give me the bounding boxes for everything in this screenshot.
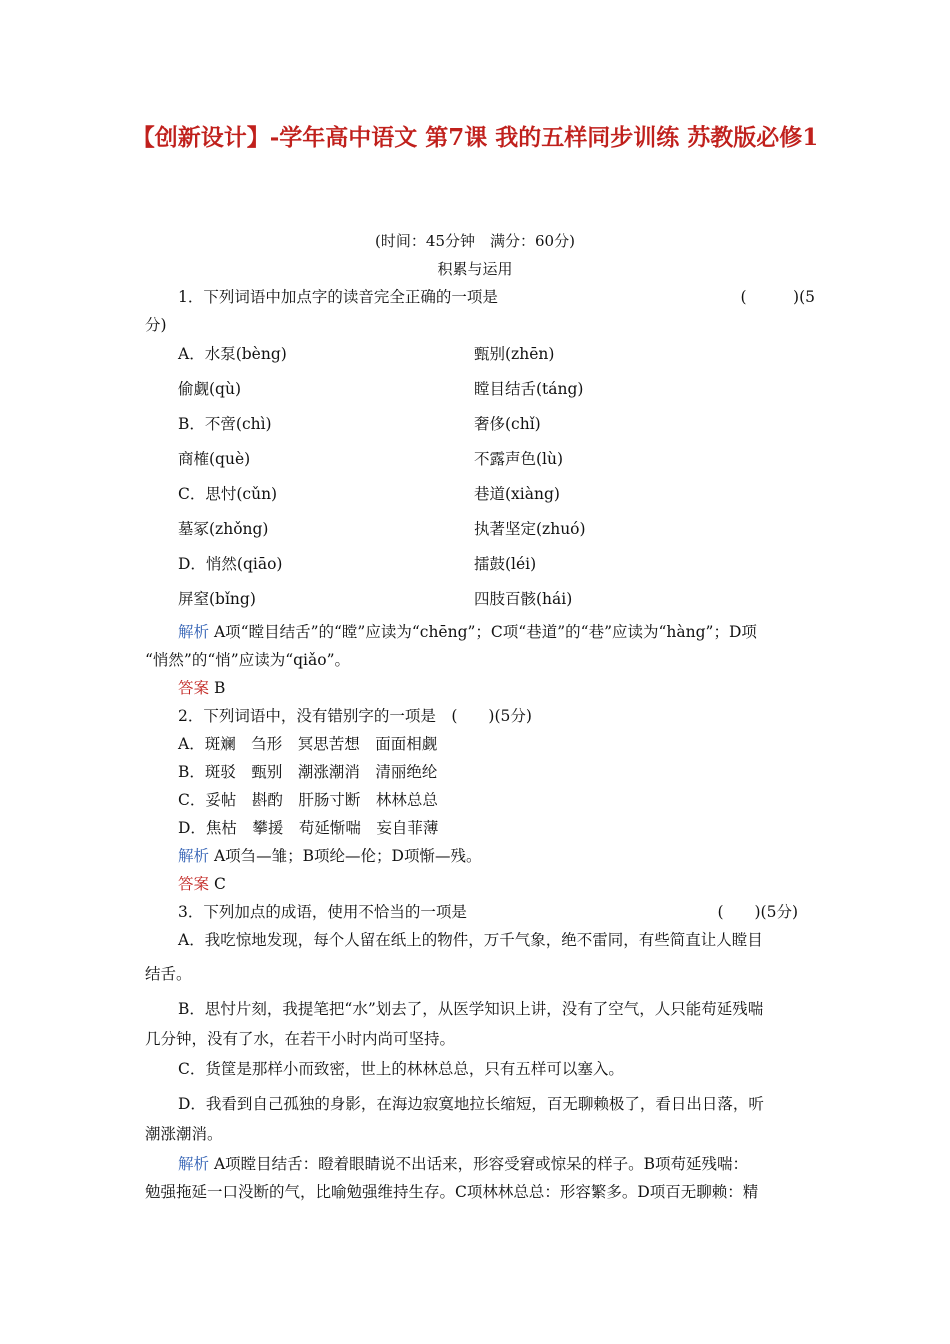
q1-answer xyxy=(178,677,848,699)
analysis-label: 解析 xyxy=(178,1155,210,1173)
q3-option-a: A．我吃惊地发现，每个人留在纸上的物件，万千气象，绝不雷同，有些简直让人瞠目 xyxy=(178,931,763,949)
q3-option-a-cont: 结舌。 xyxy=(145,965,192,983)
section-heading: 积累与运用 xyxy=(437,260,513,278)
q1-option: 商榷(què) xyxy=(178,450,251,468)
q3-stem xyxy=(178,901,798,923)
q1-option: 偷觑(qù) xyxy=(178,380,241,398)
analysis-label: 解析 xyxy=(178,623,210,641)
q3-option-b: B．思忖片刻，我提笔把“水”划去了，从医学知识上讲，没有了空气，人只能苟延残喘 xyxy=(178,1000,764,1018)
q1-option: C．思忖(cǔn) xyxy=(178,485,278,503)
q1-option: B．不啻(chì) xyxy=(178,415,272,433)
q2-option: B．斑驳 甄别 潮涨潮消 清丽绝纶 xyxy=(178,763,438,781)
time-score-info: (时间：45分钟 满分：60分) xyxy=(375,232,575,250)
q1-score-tail: 分) xyxy=(145,316,167,334)
q3-stem-text: 3．下列加点的成语，使用不恰当的一项是 xyxy=(178,903,467,921)
answer-value: C xyxy=(213,875,226,893)
answer-label: 答案 xyxy=(178,875,210,893)
q2-answer xyxy=(178,873,848,895)
q3-paren: ( )(5分) xyxy=(717,903,798,921)
q2-option: D．焦枯 攀援 苟延惭喘 妄自菲薄 xyxy=(178,819,439,837)
q1-analysis xyxy=(178,621,848,643)
q1-stem xyxy=(178,286,815,308)
answer-label: 答案 xyxy=(178,679,210,697)
q1-option: 甄别(zhēn) xyxy=(474,345,555,363)
q1-option: 不露声色(lù) xyxy=(474,450,564,468)
q3-option-d: D．我看到自己孤独的身影，在海边寂寞地拉长缩短，百无聊赖极了，看日出日落，听 xyxy=(178,1095,764,1113)
q1-option: 墓冢(zhǒng) xyxy=(178,520,269,538)
q1-analysis-cont: “悄然”的“悄”应读为“qiǎo”。 xyxy=(145,651,350,669)
q3-option-c: C．货筐是那样小而致密，世上的林林总总，只有五样可以塞入。 xyxy=(178,1060,624,1078)
q3-option-b-cont: 几分钟，没有了水，在若干小时内尚可坚持。 xyxy=(145,1030,456,1048)
q1-option: 四肢百骸(hái) xyxy=(474,590,573,608)
q2-analysis xyxy=(178,845,848,867)
q1-option: 巷道(xiàng) xyxy=(474,485,560,503)
q3-analysis-cont: 勉强拖延一口没断的气，比喻勉强维持生存。C项林林总总：形容繁多。D项百无聊赖：精 xyxy=(145,1183,759,1201)
q1-option: D．悄然(qiāo) xyxy=(178,555,283,573)
document-title: 【创新设计】-学年高中语文 第7课 我的五样同步训练 苏教版必修1 xyxy=(131,124,819,151)
q1-option: 擂鼓(léi) xyxy=(474,555,537,573)
q1-option: 屏窒(bǐng) xyxy=(178,590,256,608)
q3-analysis xyxy=(178,1153,848,1175)
q1-option: 瞠目结舌(táng) xyxy=(474,380,584,398)
q2-stem: 2．下列词语中，没有错别字的一项是 ( )(5分) xyxy=(178,707,532,725)
q2-option: A．斑斓 刍形 冥思苦想 面面相觑 xyxy=(178,735,438,753)
analysis-text: A项刍—雏；B项纶—伦；D项惭—残。 xyxy=(213,847,482,865)
q2-option: C．妥帖 斟酌 肝肠寸断 林林总总 xyxy=(178,791,438,809)
answer-value: B xyxy=(213,679,226,697)
q1-paren: ( )(5 xyxy=(740,288,815,306)
q1-option: 奢侈(chǐ) xyxy=(474,415,541,433)
q1-stem-text: 1．下列词语中加点字的读音完全正确的一项是 xyxy=(178,288,498,306)
analysis-text: A项瞠目结舌：瞪着眼睛说不出话来，形容受窘或惊呆的样子。B项苟延残喘： xyxy=(213,1155,749,1173)
analysis-label: 解析 xyxy=(178,847,210,865)
q3-option-d-cont: 潮涨潮消。 xyxy=(145,1125,223,1143)
q1-option: A．水泵(bèng) xyxy=(178,345,287,363)
analysis-text: A项“瞠目结舌”的“瞠”应读为“chēng”；C项“巷道”的“巷”应读为“hàng”；D项 xyxy=(213,623,757,641)
q1-option: 执著坚定(zhuó) xyxy=(474,520,586,538)
